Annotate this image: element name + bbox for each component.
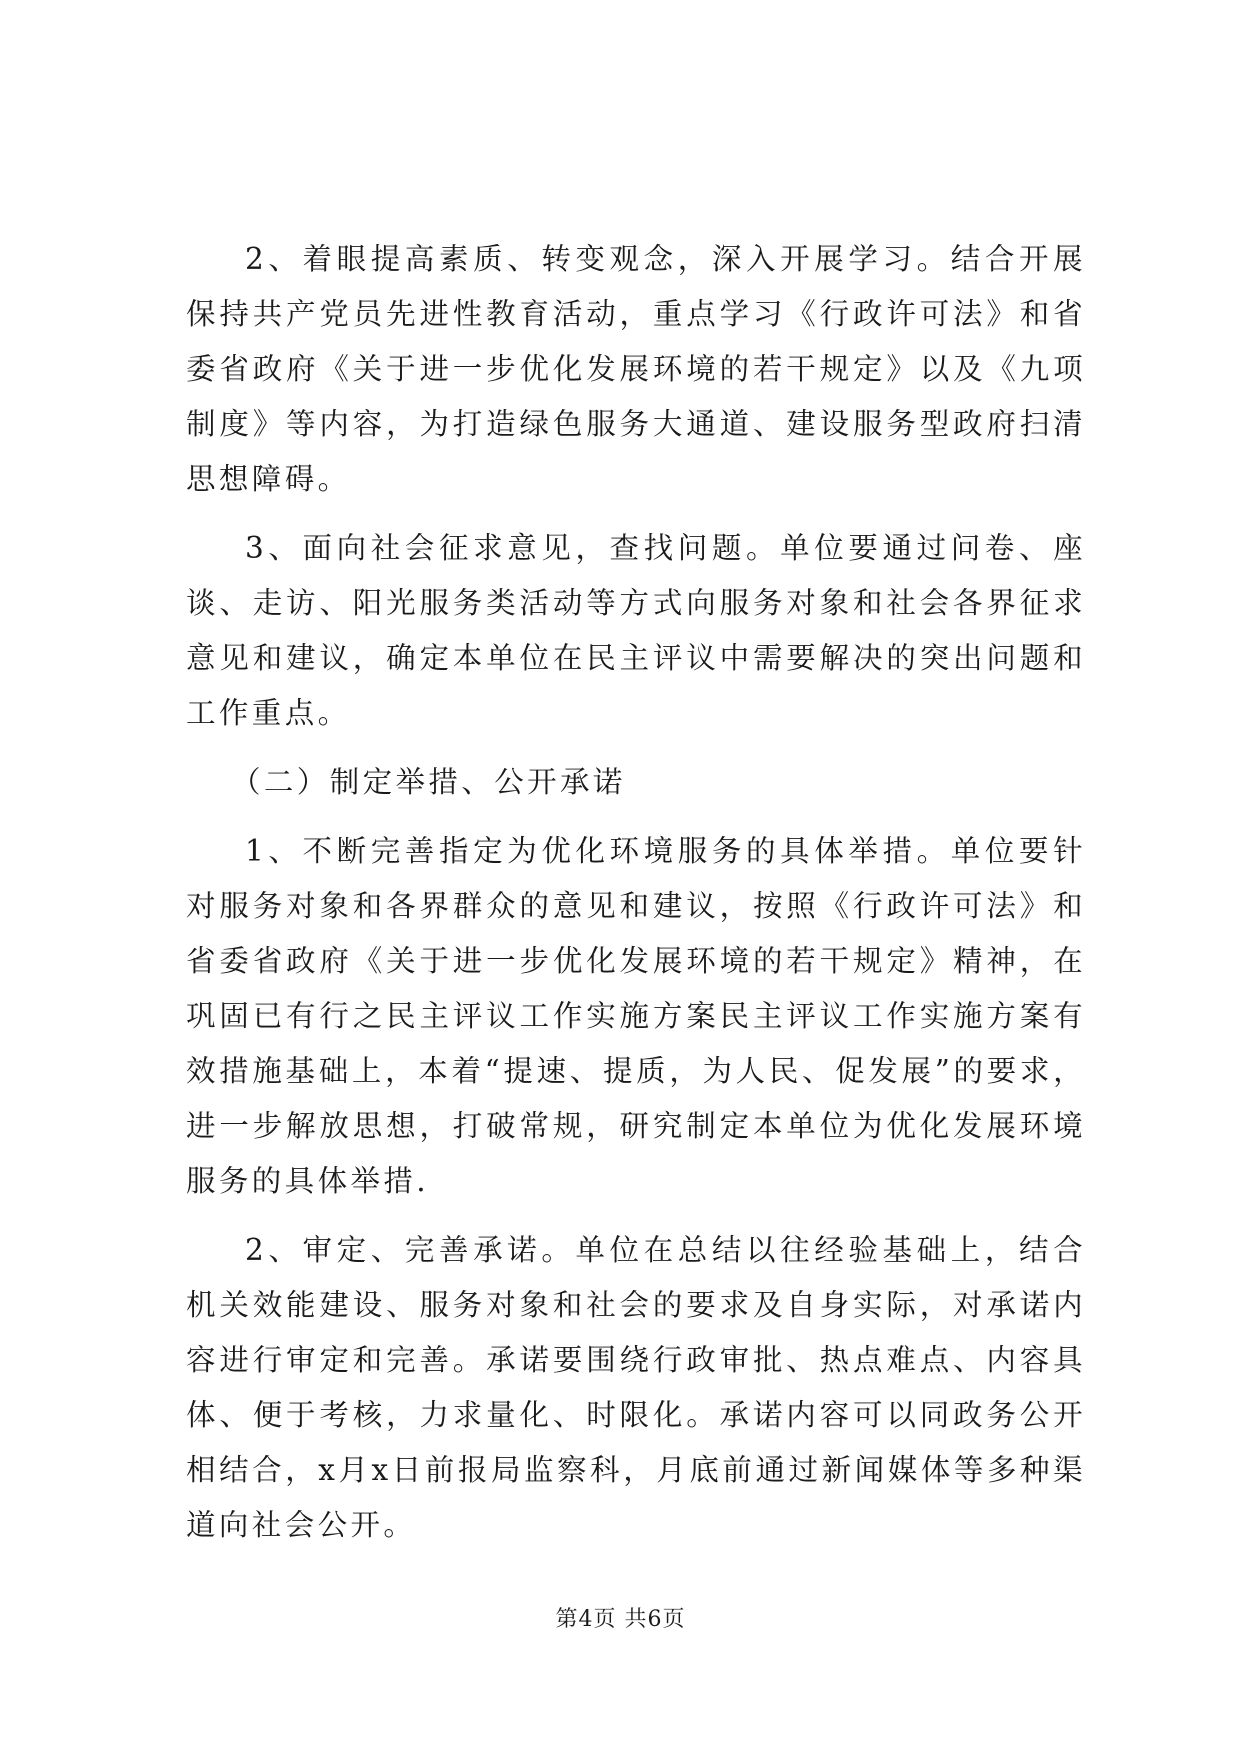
- paragraph-commitments: 2、审定、完善承诺。单位在总结以往经验基础上，结合机关效能建设、服务对象和社会的要求及自身实际，对承诺内容进行审定和完善。承诺要围绕行政审批、热点难点、内容具体、便于考核，力求量化、时限化。承诺内容可以同政务公开相结合，x月x日前报局监察科，月底前通过新闻媒体等多种渠道向社会公开。: [186, 1233, 1086, 1542]
- page-footer: 第4页 共6页: [555, 1607, 686, 1632]
- paragraph-study: 2、着眼提高素质、转变观念，深入开展学习。结合开展保持共产党员先进性教育活动，重点学习《行政许可法》和省委省政府《关于进一步优化发展环境的若干规定》以及《九项制度》等内容，为打造绿色服务大通道、建设服务型政府扫清思想障碍。: [186, 242, 1086, 496]
- paragraph-solicit-opinions: 3、面向社会征求意见，查找问题。单位要通过问卷、座谈、走访、阳光服务类活动等方式向服务对象和社会各界征求意见和建议，确定本单位在民主评议中需要解决的突出问题和工作重点。: [186, 531, 1086, 730]
- paragraph-measures: 1、不断完善指定为优化环境服务的具体举措。单位要针对服务对象和各界群众的意见和建议，按照《行政许可法》和省委省政府《关于进一步优化发展环境的若干规定》精神，在巩固已有行之民主评议工作实施方案民主评议工作实施方案有效措施基础上，本着“提速、提质，为人民、促发展”的要求，进一步解放思想，打破常规，研究制定本单位为优化发展环境服务的具体举措.: [186, 834, 1086, 1198]
- document-body: [186, 232, 1086, 1553]
- section-heading: （二）制定举措、公开承诺: [231, 765, 626, 799]
